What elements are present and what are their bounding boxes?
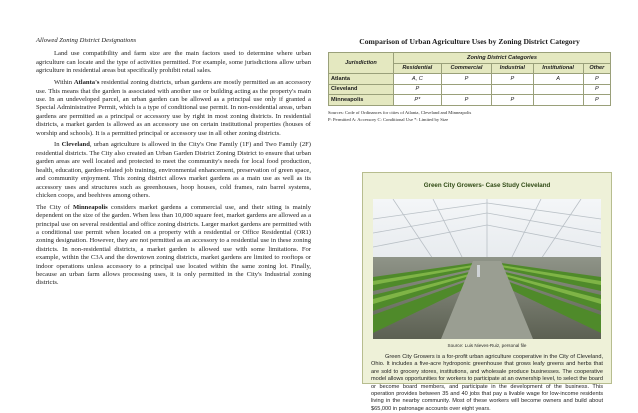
col-header: Residential	[394, 63, 442, 74]
atlanta-text: residential zoning districts, urban gardens are mostly permitted as an accessory use. This means that the garden is associated with another use or building acting as the property's main use. In an undeveloped parcel, an urban garden can be allowed as a principal use only if granted a Special Administrative Permit, which is a type of conditional use permit. In non-residential areas, urban gardens are permitted as a principal or accessory use by right in most zoning districts. In residential districts, a market garden is allowed as an accessory use on certain institutional properties (houses of worship and schools). It is a permitted principal or accessory use in all other zoning districts.	[36, 79, 312, 137]
cleveland-city: Cleveland	[61, 141, 90, 149]
table-cell	[533, 95, 583, 106]
col-header: Institutional	[533, 63, 583, 74]
table-cell: P	[583, 95, 610, 106]
row-city: Minneapolis	[329, 95, 394, 106]
col-header: Other	[583, 63, 610, 74]
table-cell: P	[583, 74, 610, 85]
table-cell: P	[492, 95, 533, 106]
case-study-text: Green City Growers is a for-profit urban agriculture cooperative in the City of Cleveland, Ohio. It includes a five-acre hydroponic greenhouse that grows leafy greens and herbs that are sold to grocery stores, institutions, and wholesale produce businesses. The cooperative model allows opportunities for workers to participate at an ownership level, to select the board or become board members, and participate in the development of the business. This operation provides between 35 and 40 jobs that pay a livable wage for low-income residents living in the nearby community. Most of these workers will become owners and build about $65,000 in patronage accounts over eight years.	[371, 354, 603, 412]
intro-paragraph: Land use compatibility and farm size are the main factors used to determine where urban agriculture can locate and the type of activities permitted. For example, some jurisdictions allow urban agriculture in residential areas but specifically prohibit retail sales.	[36, 50, 311, 75]
table-cell: P	[394, 84, 442, 95]
row-city: Atlanta	[329, 74, 394, 85]
cleveland-text: , urban agriculture is allowed in the City's One Family (1F) and Two Family (2F) residential districts. The City also created an Urban Garden District Zoning District to ensure that urban garden areas are well located and protected to meet the community's needs for local food production, health, education, garden-related job training, environmental enhancement, preservation of green space, and community enjoyment. This zoning district allows market gardens as a main use as well as its accessory uses and structures such as greenhouses, hoop houses, cold frames, rain barrel systems, chicken coops, and beehives among others.	[36, 141, 311, 199]
greenhouse-photo	[373, 199, 601, 339]
table-cell: P*	[394, 95, 442, 106]
table-cell: P	[441, 95, 492, 106]
table-cell: P	[441, 74, 492, 85]
table-notes	[328, 109, 611, 123]
atlanta-pre: Within	[54, 79, 74, 87]
table-cell	[441, 84, 492, 95]
categories-header: Zoning District Categories	[394, 53, 611, 64]
table-row	[329, 74, 611, 85]
table-cell	[533, 84, 583, 95]
atlanta-city: Atlanta's	[73, 79, 100, 87]
table-cell	[492, 84, 533, 95]
legend-note: P: Permitted A: Accessory C: Conditional Use *: Limited by Size	[328, 116, 449, 122]
col-header: Industrial	[492, 63, 533, 74]
left-column	[36, 37, 311, 291]
table-row	[329, 84, 611, 95]
comparison-section	[328, 37, 611, 123]
col-header: Commercial	[441, 63, 492, 74]
cleveland-pre: In	[54, 141, 62, 149]
comparison-table	[328, 52, 611, 106]
table-cell: P	[583, 84, 610, 95]
row-city: Cleveland	[329, 84, 394, 95]
section-heading: Allowed Zoning District Designations	[36, 37, 137, 44]
case-study-box	[362, 172, 612, 412]
case-study-title: Green City Growers- Case Study Cleveland	[423, 182, 551, 189]
atlanta-paragraph	[36, 79, 311, 138]
sources-note: Sources: Code of Ordinances for cities of Atlanta, Cleveland and Minneapolis	[328, 109, 472, 115]
cleveland-paragraph	[36, 141, 311, 200]
table-title: Comparison of Urban Agriculture Uses by Zoning District Category	[359, 37, 580, 46]
minneapolis-text: considers market gardens a commercial use, and their siting is mainly dependent on the size of the garden. When less than 10,000 square feet, market gardens are allowed as a principal use on several residential and office zoning districts. Larger market gardens are permitted with a conditional use permit when located on a property with a residential or Office Residential (OR1) zoning designation. However, they are not permitted as an accessory to a residential use in these zoning districts. In non-residential districts, a market garden is allowed use with some limitations. For example, within the C3A and the downtown zoning districts, market gardens are limited to rooftops or indoor operations unless accessory to a principal use located within the same zoning lot. Finally, because an urban farm allows processing uses, it is only permitted in the City's Industrial zoning districts.	[36, 203, 311, 287]
photo-credit: Source: Luis Nieves-Ruiz, personal file	[447, 343, 527, 348]
table-row	[329, 95, 611, 106]
minneapolis-city: Minneapolis	[72, 203, 108, 211]
jurisdiction-header: Jurisdiction	[329, 53, 394, 74]
minneapolis-pre: The City of	[36, 203, 73, 211]
minneapolis-paragraph	[36, 204, 311, 288]
table-cell: A, C	[394, 74, 442, 85]
table-cell: P	[492, 74, 533, 85]
table-cell: A	[533, 74, 583, 85]
